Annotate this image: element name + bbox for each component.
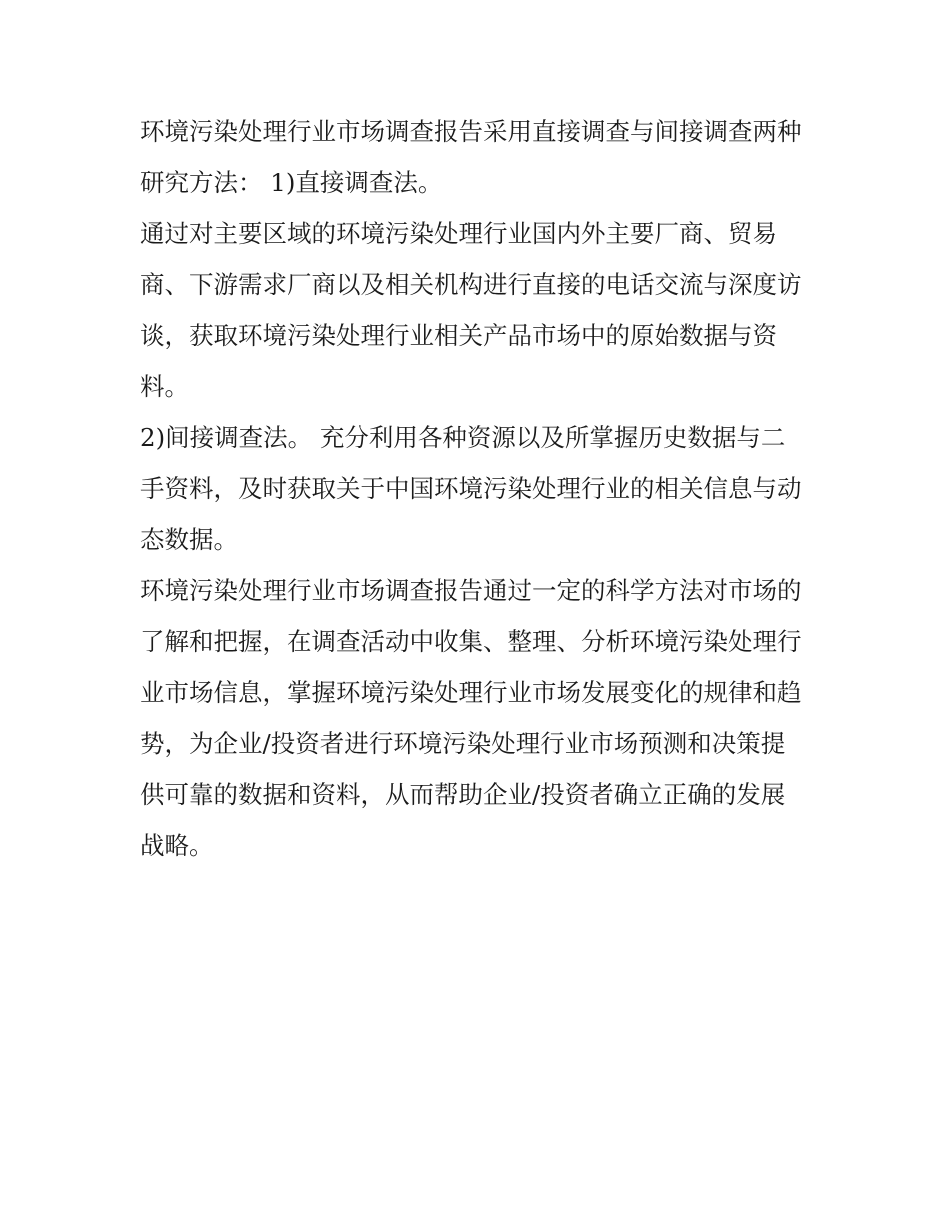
paragraph-indirect-survey: 2)间接调查法。 充分利用各种资源以及所掌握历史数据与二 手资料，及时获取关于中国环境污染处理行业的相关信息与动 态数据。: [140, 423, 802, 554]
paragraph-report-purpose: 环境污染处理行业市场调查报告通过一定的科学方法对市场的 了解和把握，在调查活动中收集、整理、分析环境污染处理行 业市场信息，掌握环境污染处理行业市场发展变化的规律和趋 势，为企业/投资者进行环境污染处理行业市场预测和决策提 供可靠的数据和资料，从而帮助企业/投资者确立正确的发展 战略。: [140, 576, 802, 860]
paragraph-direct-survey: 通过对主要区域的环境污染处理行业国内外主要厂商、贸易 商、下游需求厂商以及相关机构进行直接的电话交流与深度访 谈，获取环境污染处理行业相关产品市场中的原始数据与资 料。: [140, 219, 802, 401]
paragraph-methods-intro: 环境污染处理行业市场调查报告采用直接调查与间接调查两种 研究方法： 1)直接调查法。: [140, 117, 802, 197]
document-body: [140, 106, 820, 871]
